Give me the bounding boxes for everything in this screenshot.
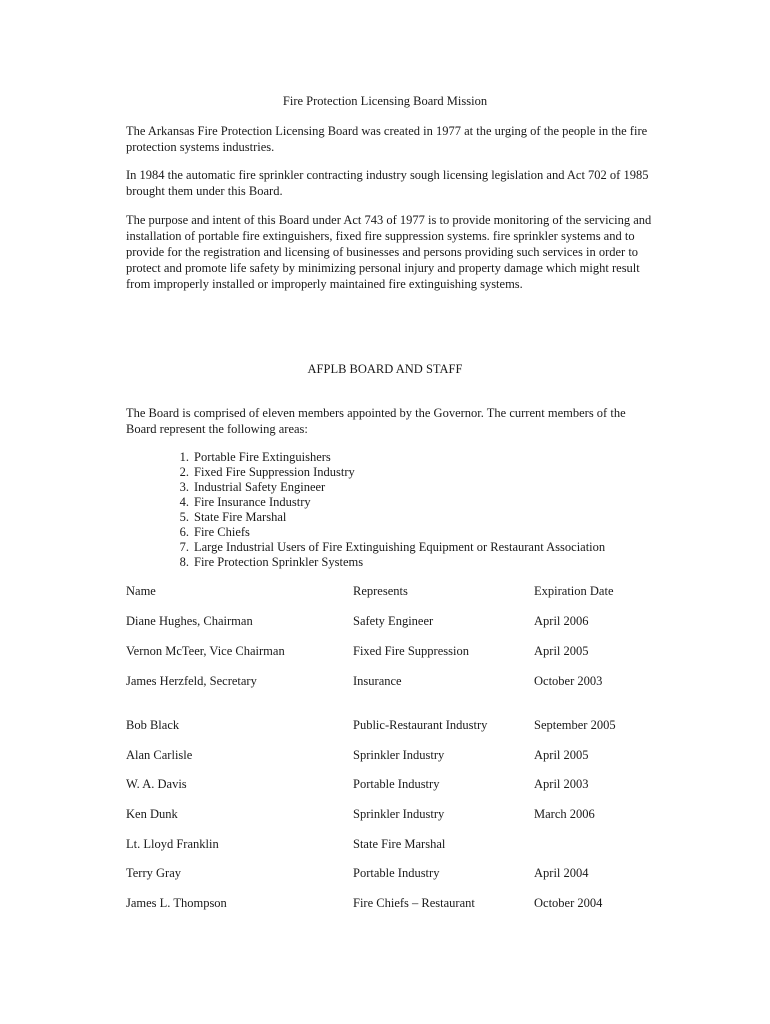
list-item: 7. Large Industrial Users of Fire Extinguishing Equipment or Restaurant Association	[179, 540, 606, 554]
member-represents: Sprinkler Industry	[353, 807, 445, 821]
table-row	[126, 807, 686, 823]
member-expiration: April 2004	[534, 866, 589, 880]
member-expiration: April 2003	[534, 777, 589, 791]
member-expiration: April 2006	[534, 614, 589, 628]
member-represents: Portable Industry	[353, 866, 440, 880]
staff-title: AFPLB BOARD AND STAFF	[307, 362, 463, 376]
member-represents: Safety Engineer	[353, 614, 434, 628]
member-represents: Public-Restaurant Industry	[353, 718, 488, 732]
table-row	[126, 896, 686, 912]
table-row	[126, 866, 686, 882]
list-item: 8. Fire Protection Sprinkler Systems	[179, 555, 364, 569]
member-represents: Fixed Fire Suppression	[353, 644, 469, 658]
member-name: Ken Dunk	[126, 807, 178, 821]
list-item: 6. Fire Chiefs	[179, 525, 250, 539]
member-name: W. A. Davis	[126, 777, 187, 791]
member-represents: Sprinkler Industry	[353, 748, 445, 762]
mission-title: Fire Protection Licensing Board Mission	[282, 94, 488, 108]
member-name: James Herzfeld, Secretary	[126, 674, 257, 688]
list-item: 3. Industrial Safety Engineer	[179, 480, 326, 494]
table-row	[126, 748, 686, 764]
board-areas-list	[149, 450, 605, 570]
table-row	[126, 837, 686, 853]
member-represents: Fire Chiefs – Restaurant	[353, 896, 475, 910]
member-represents: Insurance	[353, 674, 402, 688]
mission-paragraph-1: The Arkansas Fire Protection Licensing Board was created in 1977 at the urging of the people in the fire protection systems industries.	[126, 124, 648, 154]
member-name: Vernon McTeer, Vice Chairman	[126, 644, 285, 658]
member-name: Diane Hughes, Chairman	[126, 614, 253, 628]
mission-paragraph-3: The purpose and intent of this Board under Act 743 of 1977 is to provide monitoring of the servicing and installation of portable fire extinguishers, fixed fire suppression systems. fire sprinkler systems and to provide for the registration and licensing of businesses and persons providing such services in order to protect and promote life safety by minimizing personal injury and property damage which might result from improperly installed or improperly maintained fire extinguishing systems.	[126, 213, 652, 291]
list-item: 5. State Fire Marshal	[179, 510, 287, 524]
list-item: 1. Portable Fire Extinguishers	[179, 450, 331, 464]
member-name: James L. Thompson	[126, 896, 227, 910]
member-represents: State Fire Marshal	[353, 837, 446, 851]
header-name: Name	[126, 584, 156, 598]
list-item: 2. Fixed Fire Suppression Industry	[179, 465, 355, 479]
list-item: 4. Fire Insurance Industry	[179, 495, 311, 509]
table-row	[126, 718, 686, 734]
member-expiration: October 2004	[534, 896, 603, 910]
member-represents: Portable Industry	[353, 777, 440, 791]
member-name: Lt. Lloyd Franklin	[126, 837, 219, 851]
mission-paragraph-2: In 1984 the automatic fire sprinkler contracting industry sough licensing legislation and Act 702 of 1985 brought them under this Board.	[126, 168, 649, 198]
member-name: Bob Black	[126, 718, 180, 732]
table-header-row	[126, 584, 686, 600]
table-row	[126, 644, 686, 660]
member-expiration: April 2005	[534, 644, 589, 658]
staff-intro: The Board is comprised of eleven members appointed by the Governor. The current members of the Board represent the following areas:	[126, 406, 626, 436]
member-name: Alan Carlisle	[126, 748, 193, 762]
header-represents: Represents	[353, 584, 408, 598]
member-expiration: March 2006	[534, 807, 595, 821]
member-name: Terry Gray	[126, 866, 181, 880]
table-row	[126, 614, 686, 630]
table-row	[126, 674, 686, 690]
member-expiration: September 2005	[534, 718, 616, 732]
header-expiration: Expiration Date	[534, 584, 614, 598]
table-row	[126, 777, 686, 793]
member-expiration: April 2005	[534, 748, 589, 762]
member-expiration: October 2003	[534, 674, 603, 688]
